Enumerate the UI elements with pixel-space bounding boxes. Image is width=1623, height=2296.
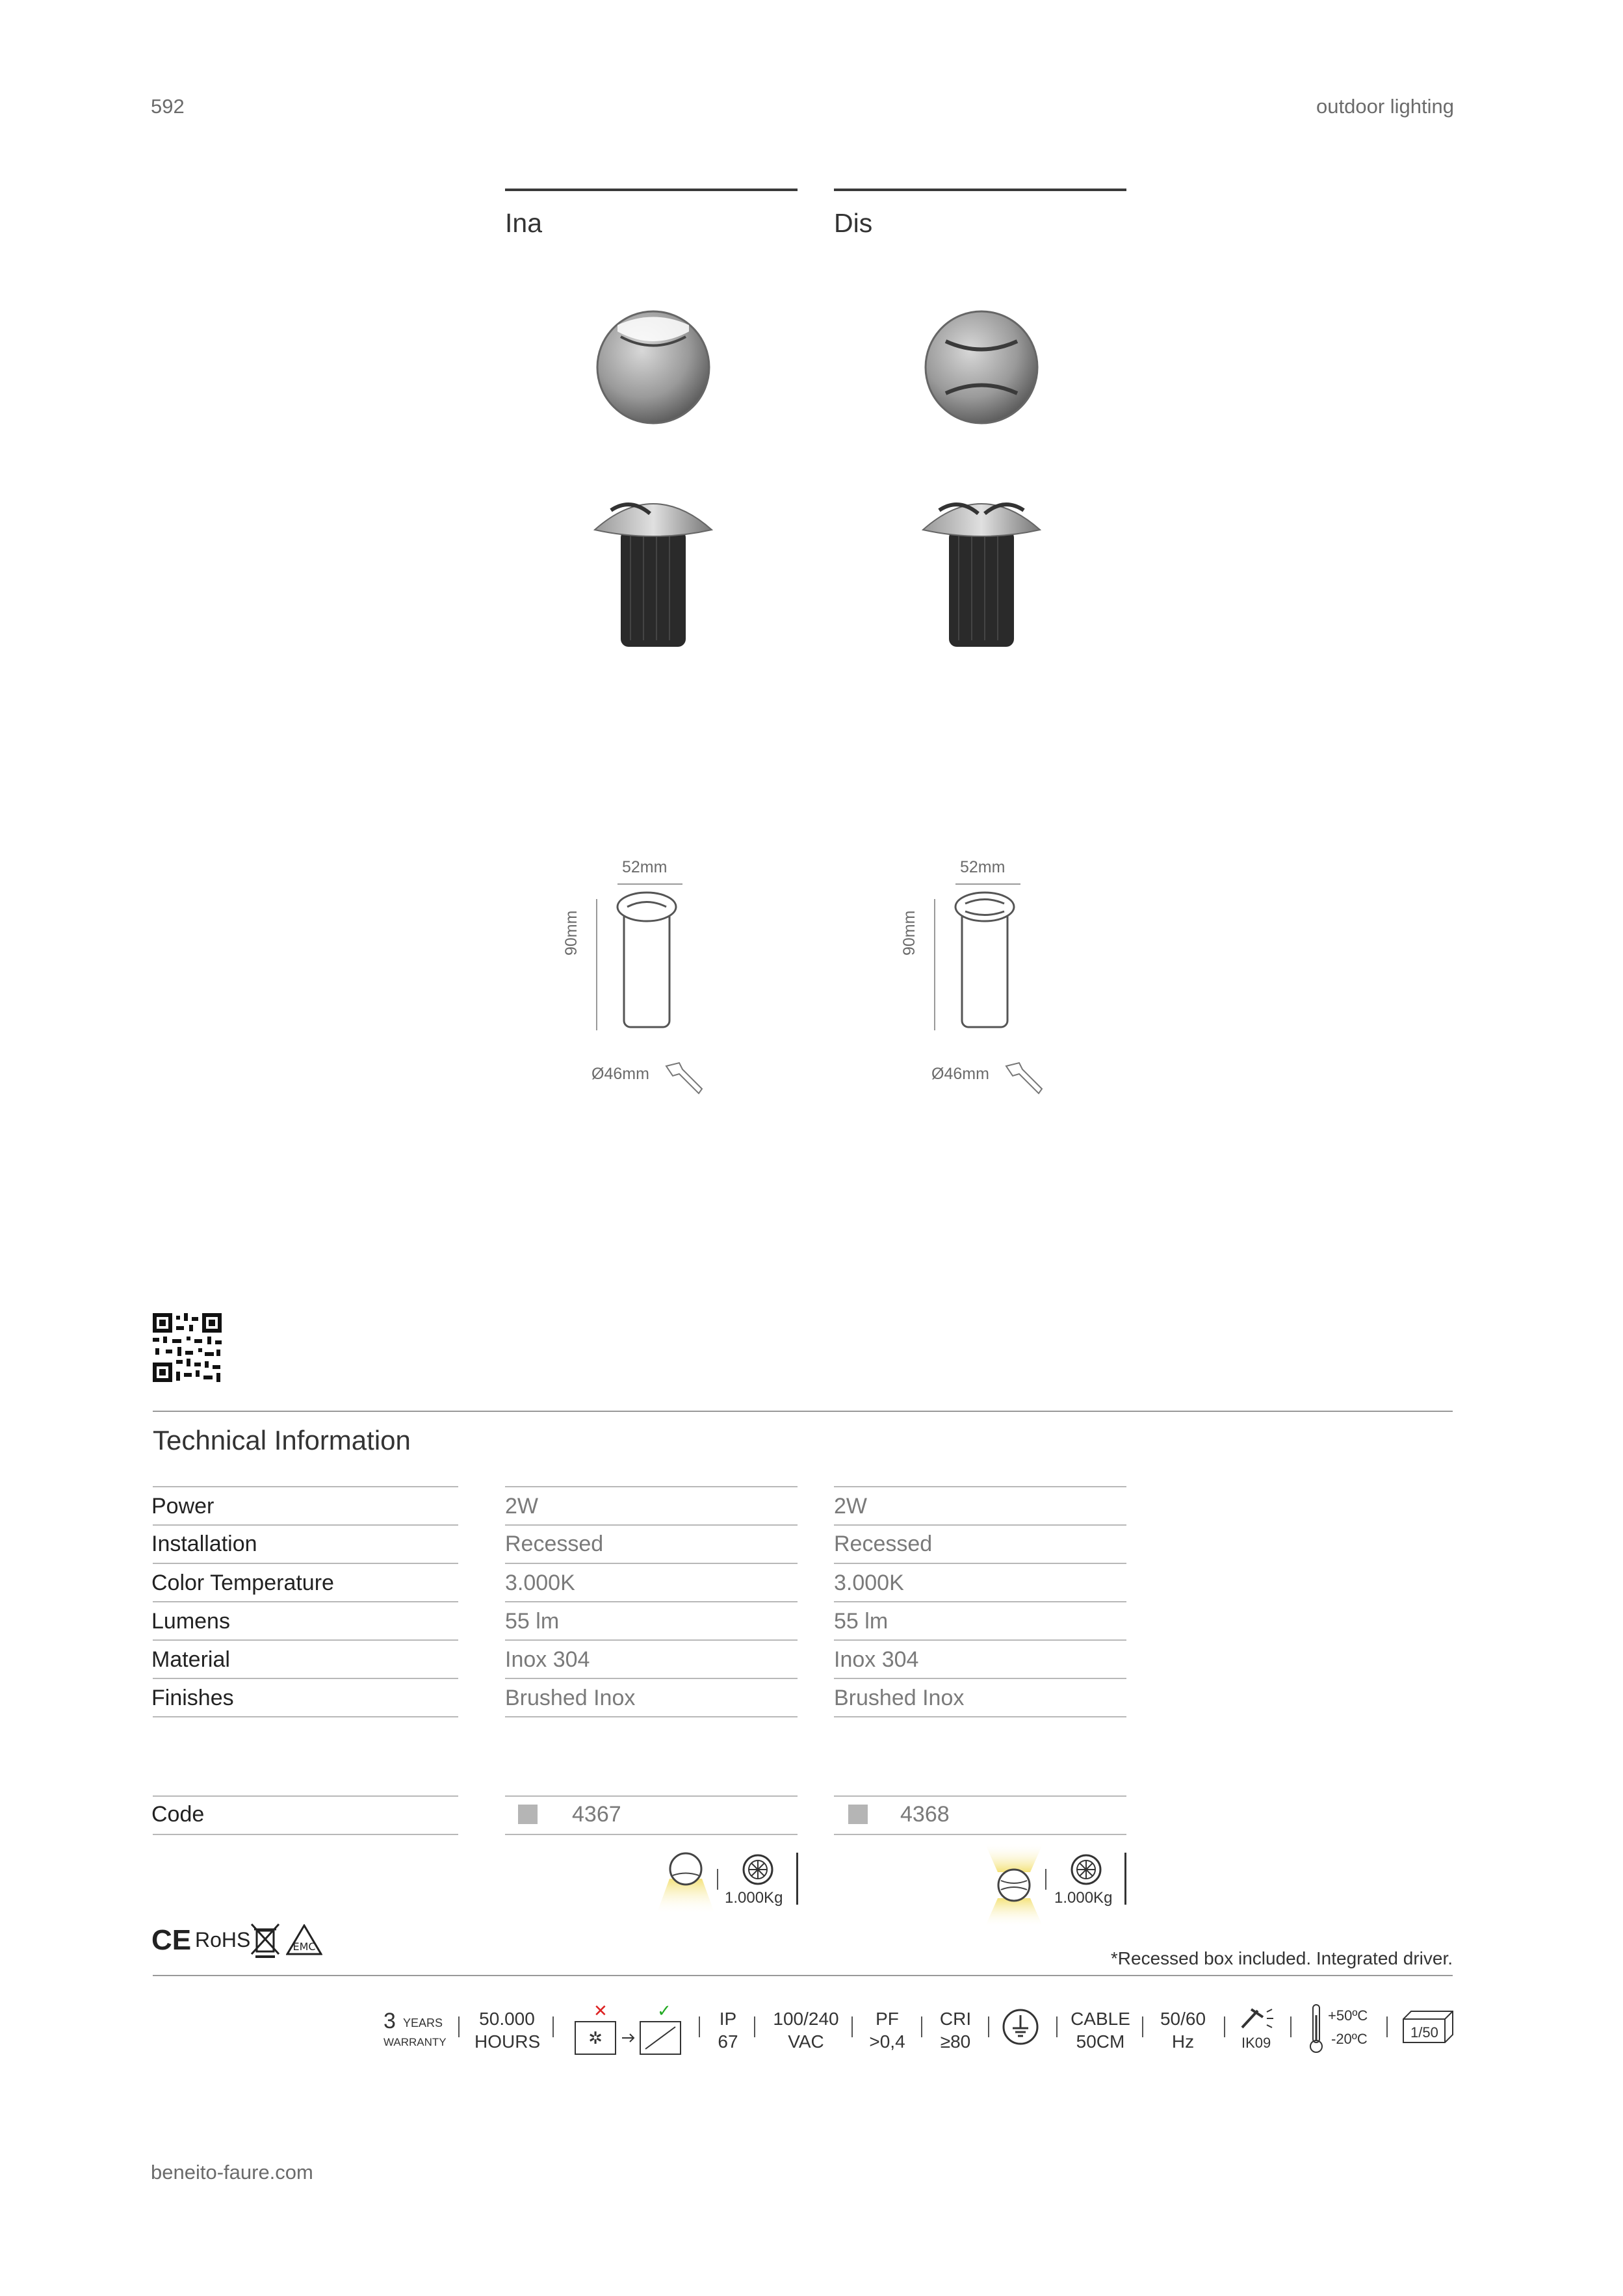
value-power: 2W <box>834 1494 867 1519</box>
hammer-icon <box>663 1060 708 1099</box>
hours-unit: HOURS <box>474 2031 541 2052</box>
ce-mark: CE <box>151 1924 192 1956</box>
product-top-view-image <box>920 306 1043 429</box>
footnote: *Recessed box included. Integrated driver. <box>1110 1948 1453 1968</box>
frequency-spec <box>1154 2007 1212 2053</box>
svg-text:✲: ✲ <box>588 2029 603 2048</box>
value-code: 4368 <box>900 1802 950 1827</box>
warranty-number: 3 <box>383 2009 396 2033</box>
product-name: Ina <box>505 208 542 238</box>
section-divider <box>153 1975 1453 1976</box>
light-emission-up-down-icon <box>985 1843 1043 1927</box>
product-title-rule <box>834 189 1126 191</box>
value-color-temperature: 3.000K <box>834 1571 904 1595</box>
product-top-view-image <box>591 306 715 429</box>
value-finishes: Brushed Inox <box>505 1686 636 1710</box>
value-material: Inox 304 <box>505 1647 590 1672</box>
svg-text:EMC: EMC <box>292 1940 316 1953</box>
load-value: 1.000Kg <box>1054 1889 1113 1907</box>
value-code: 4367 <box>572 1802 621 1827</box>
section-divider <box>153 1411 1453 1412</box>
product-title-rule <box>505 189 798 191</box>
qr-code-image[interactable] <box>153 1313 222 1382</box>
temp-low: -20ºC <box>1331 2031 1368 2047</box>
svg-text:✕: ✕ <box>593 2002 608 2021</box>
thermometer-icon <box>1306 2002 1326 2054</box>
section-title: outdoor lighting <box>1316 95 1454 118</box>
hours-spec <box>474 2007 539 2053</box>
pf-spec <box>864 2007 910 2053</box>
voltage-value: 100/240 <box>773 2009 839 2029</box>
dimension-width-label: 52mm <box>960 858 1006 876</box>
value-lumens: 55 lm <box>505 1609 560 1634</box>
dimension-height-label: 90mm <box>900 910 918 956</box>
load-bearing-icon <box>1069 1853 1103 1886</box>
technical-info-title: Technical Information <box>153 1425 411 1455</box>
emc-mark-icon <box>286 1924 322 1957</box>
cri-value: ≥80 <box>940 2031 971 2052</box>
pack-quantity: 1/50 <box>1410 2024 1438 2041</box>
voltage-spec <box>767 2007 845 2053</box>
dimension-diameter-label: Ø46mm <box>591 1065 649 1083</box>
dimension-drawing <box>929 881 1046 1037</box>
dimension-width-label: 52mm <box>622 858 668 876</box>
earth-ground-icon <box>1001 2007 1040 2046</box>
ip-value: 67 <box>718 2031 738 2052</box>
finish-swatch <box>848 1805 868 1824</box>
temp-high: +50ºC <box>1328 2007 1368 2024</box>
rohs-mark: RoHS <box>195 1928 251 1951</box>
label-lumens: Lumens <box>151 1609 230 1634</box>
warranty-label: WARRANTY <box>383 2036 447 2048</box>
label-installation: Installation <box>151 1532 257 1556</box>
website-link[interactable]: beneito-faure.com <box>151 2161 313 2184</box>
ik-rating: IK09 <box>1241 2035 1271 2051</box>
product-side-view-image <box>591 484 715 653</box>
ip-spec <box>712 2007 744 2053</box>
impact-hammer-icon <box>1238 2005 1277 2031</box>
cable-value: 50CM <box>1076 2031 1125 2052</box>
dimension-diameter-label: Ø46mm <box>931 1065 989 1083</box>
value-material: Inox 304 <box>834 1647 919 1672</box>
value-color-temperature: 3.000K <box>505 1571 575 1595</box>
cable-label: CABLE <box>1071 2009 1130 2029</box>
pf-value: >0,4 <box>869 2031 905 2052</box>
divider <box>1124 1853 1126 1905</box>
label-material: Material <box>151 1647 230 1672</box>
load-value: 1.000Kg <box>725 1889 783 1907</box>
frequency-value: 50/60 <box>1160 2009 1206 2029</box>
pf-label: PF <box>876 2009 899 2029</box>
finish-swatch <box>518 1805 538 1824</box>
hours-value: 50.000 <box>479 2009 535 2029</box>
label-code: Code <box>151 1802 205 1827</box>
warranty-years: YEARS <box>403 2016 443 2029</box>
dimension-height-label: 90mm <box>562 910 580 956</box>
page-number: 592 <box>151 95 185 118</box>
label-color-temperature: Color Temperature <box>151 1571 334 1595</box>
value-finishes: Brushed Inox <box>834 1686 965 1710</box>
light-emission-down-icon <box>656 1846 715 1918</box>
voltage-unit: VAC <box>788 2031 824 2052</box>
value-installation: Recessed <box>505 1532 604 1556</box>
value-lumens: 55 lm <box>834 1609 889 1634</box>
ip-label: IP <box>719 2009 737 2029</box>
divider <box>796 1853 798 1905</box>
value-installation: Recessed <box>834 1532 933 1556</box>
frequency-unit: Hz <box>1171 2031 1195 2052</box>
svg-text:✓: ✓ <box>657 2002 671 2021</box>
cri-spec <box>933 2007 978 2053</box>
load-bearing-icon <box>741 1853 775 1886</box>
dimension-drawing <box>591 881 708 1037</box>
label-power: Power <box>151 1494 214 1519</box>
cri-label: CRI <box>939 2009 972 2029</box>
label-finishes: Finishes <box>151 1686 234 1710</box>
value-power: 2W <box>505 1494 538 1519</box>
product-name: Dis <box>834 208 873 238</box>
cable-spec <box>1068 2007 1133 2053</box>
no-insulation-cover-icon <box>569 2002 686 2061</box>
weee-bin-icon <box>250 1922 280 1958</box>
product-side-view-image <box>920 484 1043 653</box>
hammer-icon <box>1003 1060 1048 1099</box>
